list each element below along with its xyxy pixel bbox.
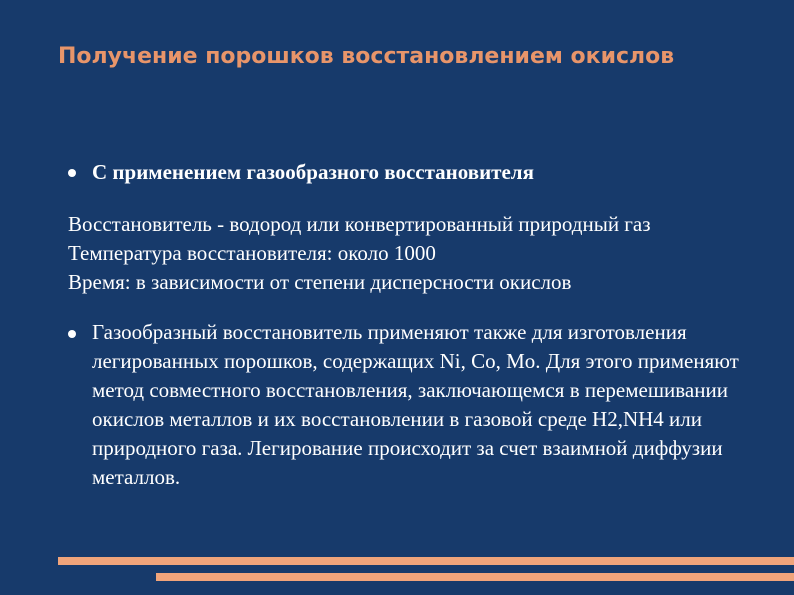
bullet-text: Газообразный восстановитель применяют также для изготовления легированных порошков, содержащих Ni, Co, Mo. Для этого применяют метод совместного восстановления, заключающемся в перемешивании окислов металлов и их восстановлении в газовой среде H2,NH4 или природного газа. Легирование происходит за счет взаимной диффузии металлов.: [92, 320, 739, 489]
detail-line-reducer: Восстановитель - водород или конвертированный природный газ: [68, 212, 651, 236]
bullet-item-alloyed-powders: [68, 318, 758, 492]
accent-bar-top: [58, 557, 794, 565]
bullet-item-gas-reducer: [68, 158, 534, 186]
detail-line-temperature: Температура восстановителя: около 1000: [68, 241, 436, 265]
slide-title: Получение порошков восстановлением окислов: [58, 44, 675, 69]
bullet-dot-icon: [68, 330, 76, 338]
bullet-text: С применением газообразного восстановителя: [92, 160, 534, 184]
bullet-dot-icon: [68, 169, 76, 177]
reducer-details: [68, 210, 651, 297]
accent-bar-bottom: [156, 573, 794, 581]
detail-line-time: Время: в зависимости от степени дисперсности окислов: [68, 270, 572, 294]
